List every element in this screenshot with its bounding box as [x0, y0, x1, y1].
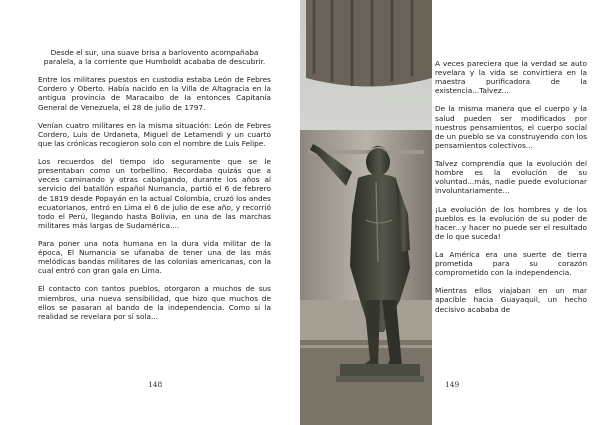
right-page-number: 149 — [445, 380, 460, 389]
right-paragraph-1: A veces pareciera que la verdad se auto revelara y la vida se convirtiera en la maestra purificadora de la existencia...Talvez... — [435, 59, 587, 96]
left-page-number: 148 — [148, 380, 163, 389]
left-paragraph-5: Para poner una nota humana en la dura vida militar de la época, El Numancia se ufanaba de tener una de las más melódicas bandas militares de las colonias americanas, con la cual entró con gran gala en Lima. — [38, 238, 271, 276]
pedestal-base — [300, 340, 432, 425]
statue-plinth — [340, 364, 420, 378]
left-paragraph-4: Los recuerdos del tiempo ido seguramente que se le presentaban como un torbellino. Recordaba quizás que a veces caminando y otras cabalgando, durante los años al servicio del batallón español Numancia, partió el 6 de febrero de 1819 desde Popayán en la actual Colombia, cruzó los andes ecuatorianos, entró en Lima el 6 de julio de ese año, y recorrió todo el Perú, llegando hasta Bolivia, en una de las marchas militares más largas de Sudamérica.... — [38, 157, 271, 230]
right-paragraph-2: De la misma manera que el cuerpo y la salud pueden ser modificados por nuestros pensamientos, el cuerpo social de un pueblo se va construyendo con los pensamientos colectivos... — [435, 104, 587, 150]
statue-photo-graphic — [300, 0, 432, 425]
left-text-column — [38, 48, 271, 321]
statue-plinth-lower — [336, 376, 424, 382]
right-paragraph-6: Mientras ellos viajaban en un mar apacible hacia Guayaquil, un hecho decisivo acababa de — [435, 286, 587, 314]
left-paragraph-2: Entre los militares puestos en custodia estaba León de Febres Cordero y Oberto. Había nacido en la Villa de Altagracia en la antigua provincia de Maracaibo de la entonces Capitanía General de Venezuela, el 28 de julio de 1797. — [38, 75, 271, 112]
left-paragraph-3: Venían cuatro militares en la misma situación: León de Febres Cordero, Luis de Urdaneta, Miguel de Letamendi y un cuarto que las crónicas recogieron solo con el nombre de Luis Felipe. — [38, 120, 271, 148]
statue-photo — [300, 0, 432, 425]
left-paragraph-6: El contacto con tantos pueblos, otorgaron a muchos de sus miembros, una nueva sensibilidad, que hizo que muchos de ellos se pasaran al bando de la independencia. Como si la realidad se revelara por sí sola... — [38, 284, 271, 321]
right-paragraph-5: La América era una suerte de tierra prometida para su corazón comprometido con la independencia. — [435, 249, 587, 278]
left-paragraph-1: Desde el sur, una suave brisa a barlovento acompañaba paralela, a la corriente que Humboldt acababa de descubrir. — [43, 48, 266, 67]
right-paragraph-3: Talvez comprendía que la evolución del hombre es la evolución de su voluntad...más, nadie puede evolucionar involuntariamente... — [435, 159, 587, 196]
right-text-column — [435, 59, 587, 314]
base-line — [300, 345, 432, 348]
right-paragraph-4: ¡La evolución de los hombres y de los pueblos es la evolución de su poder de hacer...y hacer no puede ser el resultado de lo que suceda! — [435, 204, 587, 241]
